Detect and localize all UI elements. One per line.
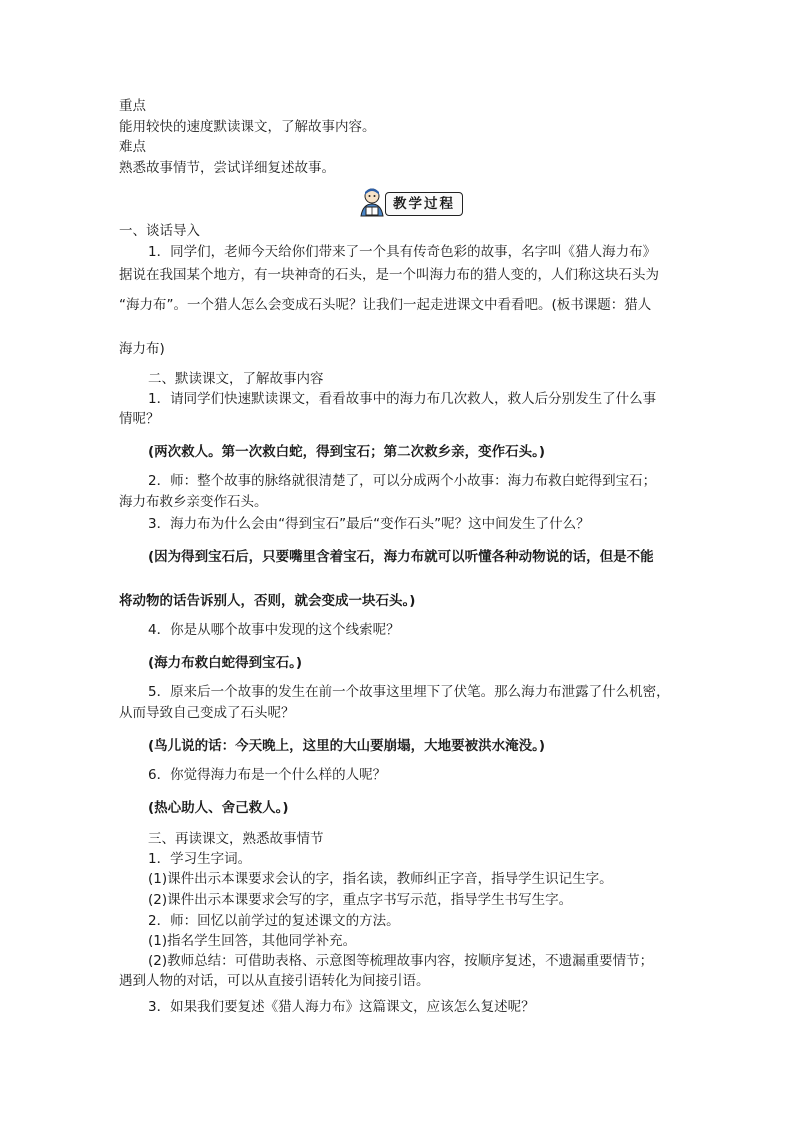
lesson-line: (2)课件出示本课要求会写的字，重点字书写示范，指导学生书写生字。 <box>148 892 573 908</box>
lesson-line: (1)课件出示本课要求会认的字，指名读，教师纠正字音，指导学生识记生字。 <box>148 871 613 887</box>
lesson-line: 1．学习生字词。 <box>148 851 252 867</box>
answer-line: (因为得到宝石后，只要嘴里含着宝石，海力布就可以听懂各种动物说的话，但是不能 <box>148 549 654 565</box>
lesson-line: 3．如果我们要复述《猎人海力布》这篇课文，应该怎么复述呢？ <box>148 999 535 1015</box>
lesson-line: 1．请同学们快速默读课文，看看故事中的海力布几次救人，救人后分别发生了什么事 <box>148 391 657 407</box>
lesson-line: 6．你觉得海力布是一个什么样的人呢？ <box>148 767 387 783</box>
difficulty-heading: 难点 <box>119 139 146 155</box>
lesson-line: 5．原来后一个故事的发生在前一个故事这里埋下了伏笔。那么海力布泄露了什么机密， <box>148 684 670 700</box>
lesson-line: 3．海力布为什么会由“得到宝石”最后“变作石头”呢？这中间发生了什么？ <box>148 516 590 532</box>
answer-line: (海力布救白蛇得到宝石。) <box>148 655 303 671</box>
lesson-line: 据说在我国某个地方，有一块神奇的石头，是一个叫海力布的猎人变的，人们称这块石头为 <box>119 267 659 283</box>
lesson-line: 一、谈话导入 <box>119 223 200 239</box>
lesson-line: 遇到人物的对话，可以从直接引语转化为间接引语。 <box>119 973 430 989</box>
lesson-line: 4．你是从哪个故事中发现的这个线索呢？ <box>148 622 400 638</box>
lesson-line: 海力布) <box>119 341 165 357</box>
key-point-heading: 重点 <box>119 98 146 114</box>
lesson-line: (2)教师总结：可借助表格、示意图等梳理故事内容，按顺序复述，不遗漏重要情节； <box>148 953 654 969</box>
lesson-line: 海力布救乡亲变作石头。 <box>119 494 268 510</box>
lesson-line: 情呢？ <box>119 411 160 427</box>
teaching-process-badge <box>357 186 463 218</box>
answer-line: (两次救人。第一次救白蛇，得到宝石；第二次救乡亲，变作石头。) <box>148 444 546 460</box>
lesson-line: 二、默读课文，了解故事内容 <box>148 371 324 387</box>
lesson-line: 三、再读课文，熟悉故事情节 <box>148 831 324 847</box>
lesson-line: 2．师：回忆以前学过的复述课文的方法。 <box>148 913 400 929</box>
lesson-line: 从而导致自己变成了石头呢？ <box>119 705 295 721</box>
lesson-line: “海力布”。一个猎人怎么会变成石头呢？让我们一起走进课文中看看吧。(板书课题：猎人 <box>119 297 652 313</box>
lesson-line: 1．同学们，老师今天给你们带来了一个具有传奇色彩的故事，名字叫《猎人海力布》 <box>148 244 657 260</box>
key-point-text: 能用较快的速度默读课文，了解故事内容。 <box>119 119 376 135</box>
answer-line: (热心助人、舍己救人。) <box>148 800 289 816</box>
lesson-line: (1)指名学生回答，其他同学补充。 <box>148 933 357 949</box>
answer-line: (鸟儿说的话：今天晚上，这里的大山要崩塌，大地要被洪水淹没。) <box>148 738 546 754</box>
badge-label: 教学过程 <box>385 192 463 216</box>
lesson-line: 2．师：整个故事的脉络就很清楚了，可以分成两个小故事：海力布救白蛇得到宝石； <box>148 473 657 489</box>
difficulty-text: 熟悉故事情节，尝试详细复述故事。 <box>119 160 335 176</box>
answer-line: 将动物的话告诉别人，否则，就会变成一块石头。) <box>119 593 416 609</box>
